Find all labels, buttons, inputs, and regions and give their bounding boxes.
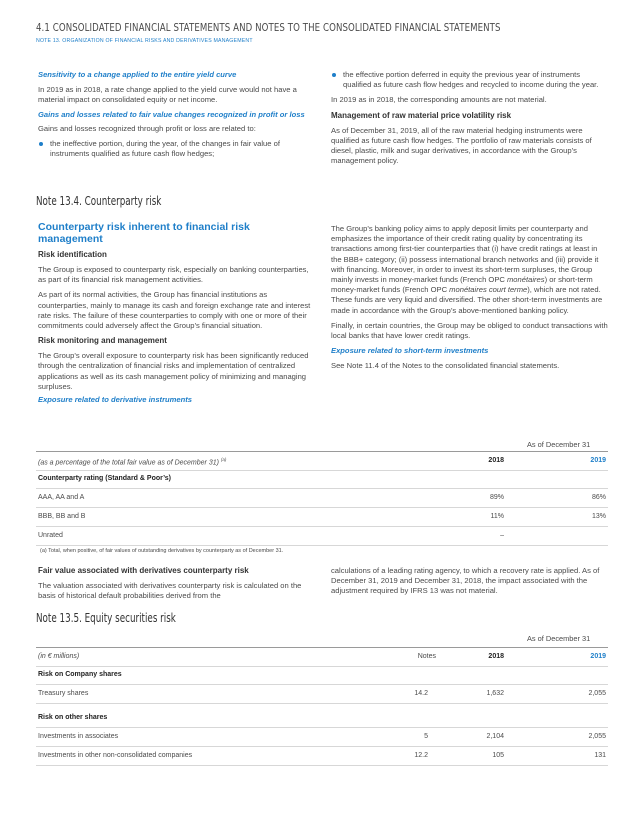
counterparty-rating-table [36,451,608,543]
counterparty-left-column [38,222,316,410]
table2-group1-row [36,666,608,685]
top-right-column [331,70,609,171]
table-row: Investments in other non-consolidated companies 12.2 105 131 [36,747,608,766]
table1-caption: (as a percentage of the total fair value as of December 31) $^{(a)}$ [38,457,227,467]
fair-value-left [38,566,316,606]
top-left-column [38,70,314,164]
risk-monitoring-heading: Risk monitoring and management [38,336,167,346]
table-row: Unrated – [36,527,608,546]
table2-group2-row [36,709,608,728]
table1-footnote: (a) Total, when positive, of fair values of outstanding derivatives by counterparty as of December 31. [40,548,284,554]
table1-header-row [36,451,608,471]
table2-caption: (in € millions) [38,653,80,660]
table-row: Treasury shares 14.2 1,632 2,055 [36,685,608,704]
equity-securities-table [36,647,608,767]
note-13-5-title: Note 13.5. Equity securities risk [36,610,176,625]
fair-value-left-text: The valuation associated with derivatives counterparty risk is calculated on the basis of historical default probabilities derived from the [38,581,302,601]
short-term-heading: Exposure related to short-term investments [331,346,489,356]
fair-value-right [331,566,609,602]
local-banks-text: Finally, in certain countries, the Group may be obliged to conduct transactions with local banks that have lower credit ratings. [331,320,608,341]
table2-header-row [36,647,608,667]
counterparty-section-title: Counterparty risk inherent to financial risk management [38,221,250,245]
table-row: AAA, AA and A 89% 86% [36,489,608,508]
table2-group1-label: Risk on Company shares [38,671,122,678]
gains-losses-bullet: the ineffective portion, during the year, of the changes in fair value of instruments qualified as future cash flow hedges; [38,139,314,159]
counterparty-right-column [331,224,609,376]
page-header-subtitle: NOTE 13. ORGANIZATION OF FINANCIAL RISKS AND DERIVATIVES MANAGEMENT [36,38,253,44]
corresponding-amounts-text: In 2019 as in 2018, the corresponding amounts are not material. [331,95,547,105]
sensitivity-text: In 2019 as in 2018, a rate change applied to the yield curve would not have a material impact on consolidated equity or net income. [38,84,297,104]
table2-col-2018: 2018 [488,653,504,660]
gains-losses-heading: Gains and losses related to fair value changes recognized in profit or loss [38,109,305,119]
table2-group2-label: Risk on other shares [38,714,108,721]
raw-material-heading: Management of raw material price volatility risk [331,110,512,120]
table1-as-of: As of December 31 [527,440,591,449]
risk-identification-text-1: The Group is exposed to counterparty risk, especially on banking counterparties, as part of its financial risk management activities. [38,265,309,285]
effective-portion-bullet: the effective portion deferred in equity the previous year of instruments qualified as future cash flow hedges and recycled to income during the year. [331,70,609,90]
risk-monitoring-text: The Group’s overall exposure to counterparty risk has been significantly reduced through the centralization of financial risks and implementation of centralized applications as well as its cash management policy of minimizing and managing surpluses. [38,351,309,391]
table2-col-notes: Notes [417,653,436,660]
fair-value-right-text: calculations of a leading rating agency, to which a recovery rate is applied. As of December 31, 2019 and December 31, 2018, the impact associated with the adjustment required by IFRS 13 was not material. [331,566,600,596]
table1-group-label: Counterparty rating (Standard & Poor’s) [38,475,172,482]
table2-col-2019: 2019 [590,653,606,660]
short-term-text: See Note 11.4 of the Notes to the consolidated financial statements. [331,360,560,370]
derivative-exposure-heading: Exposure related to derivative instruments [38,395,193,405]
risk-identification-text-2: As part of its normal activities, the Group has financial institutions as counterparties, mainly to manage its cash and foreign exchange rate and interest rate risks. The failure of these counterparties to comply with one or more of their commitments could adversely affect the Group’s financial situation. [38,290,311,331]
gains-losses-text: Gains and losses recognized through profit or loss are related to: [38,124,256,134]
sensitivity-heading: Sensitivity to a change applied to the entire yield curve [38,70,237,79]
table2-as-of: As of December 31 [527,634,591,643]
risk-identification-heading: Risk identification [38,250,107,259]
fair-value-heading: Fair value associated with derivatives counterparty risk [38,566,249,575]
table1-group-row [36,470,608,489]
table-row: BBB, BB and B 11% 13% [36,508,608,527]
table1-col-2019: 2019 [590,457,606,464]
note-13-4-title: Note 13.4. Counterparty risk [36,193,162,208]
banking-policy-text: The Group’s banking policy aims to apply deposit limits per counterparty and emphasizes the importance of their credit rating quality by concentrating its transactions among first-tier counterparties that (i) have credit ratings at least in the BBB+ category; (ii) possess international branch networks and (iii) provide it with financing. Moreover, in order to invest its short-term surpluses, the Group mainly invests in money-market funds (French OPC monétaires) or short-term money-market funds (French OPC monétaires court terme), which are not rated. These funds are very liquid and diversified. The other short-term investments are made in accordance with the Group’s above-mentioned banking policy. [331,224,603,315]
table-row: Investments in associates 5 2,104 2,055 [36,728,608,747]
page-header-title: 4.1 CONSOLIDATED FINANCIAL STATEMENTS AND NOTES TO THE CONSOLIDATED FINANCIAL STATEMENTS [36,22,501,34]
table1-col-2018: 2018 [488,457,504,464]
raw-material-text: As of December 31, 2019, all of the raw material hedging instruments were qualified as future cash flow hedges. The portfolio of raw materials consists of diesel, plastic, milk and sugar derivatives, in accordance with the Group’s management policy. [331,125,592,166]
